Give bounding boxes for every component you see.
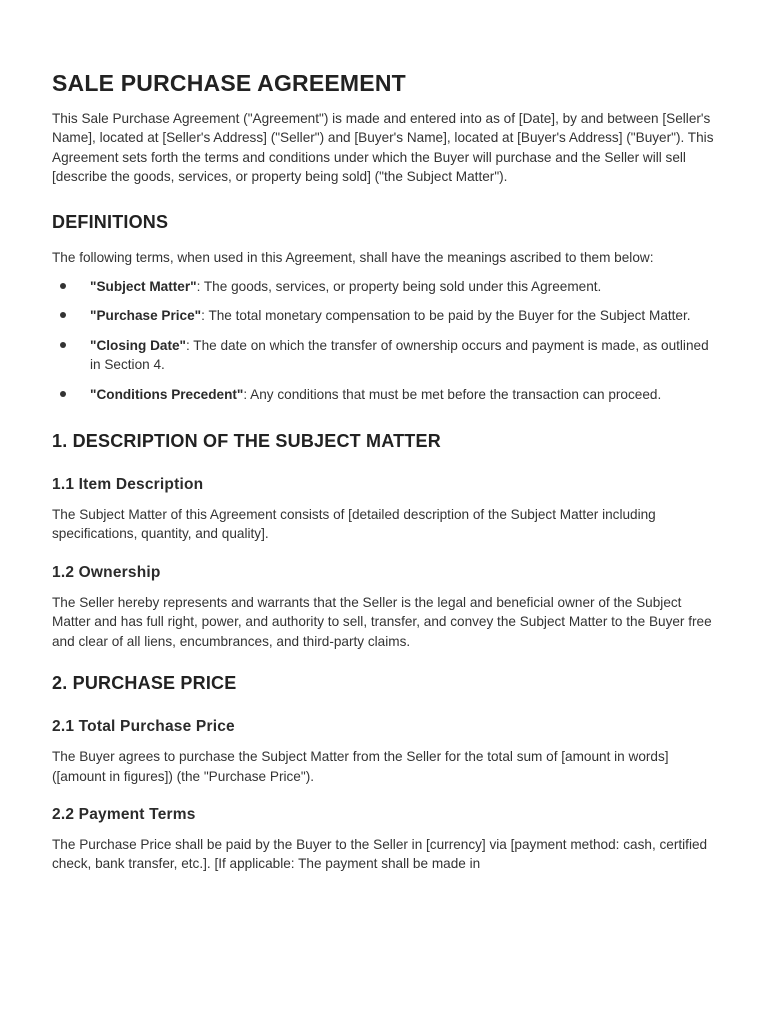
definition-item-subject-matter <box>52 277 722 296</box>
definitions-heading: DEFINITIONS <box>52 211 169 232</box>
subsection-1-2-text: The Seller hereby represents and warrants that the Seller is the legal and beneficial owner of the Subject Matter and has full right, power, and authority to sell, transfer, and convey the Subject Matter to the Buyer free and clear of all liens, encumbrances, and third-party claims. <box>52 594 712 649</box>
definitions-lead: The following terms, when used in this Agreement, shall have the meanings ascribed to them below: <box>52 249 654 265</box>
document-page <box>52 70 722 894</box>
section-2-heading: 2. PURCHASE PRICE <box>52 673 237 694</box>
subsection-2-1-heading: 2.1 Total Purchase Price <box>52 718 235 736</box>
intro-paragraph: This Sale Purchase Agreement ("Agreement") is made and entered into as of [Date], by and between [Seller's Name], located at [Seller's Address] ("Seller") and [Buyer's Name], located at [Buyer's Address] ("Buyer"). This Agreement sets forth the terms and conditions under which the Buyer will purchase and the Seller will sell [describe the goods, services, or property being sold] ("the Subject Matter"). <box>52 111 714 185</box>
definition-item-conditions-precedent <box>52 385 722 404</box>
subsection-2-1-text: The Buyer agrees to purchase the Subject Matter from the Seller for the total sum of [amount in words] ([amount in figures]) (the "Purchase Price"). <box>52 749 669 784</box>
subsection-1-2-heading: 1.2 Ownership <box>52 563 161 581</box>
subsection-1-1-heading: 1.1 Item Description <box>52 476 204 494</box>
subsection-1-1-text: The Subject Matter of this Agreement consists of [detailed description of the Subject Matter including specifications, quantity, and quality]. <box>52 507 656 542</box>
definition-text: : Any conditions that must be met before the transaction can proceed. <box>243 386 662 402</box>
bullet-icon <box>60 283 66 289</box>
definition-text: : The total monetary compensation to be paid by the Buyer for the Subject Matter. <box>201 308 691 324</box>
definition-text: : The goods, services, or property being sold under this Agreement. <box>196 279 602 295</box>
definition-term: "Conditions Precedent" <box>90 386 244 402</box>
definitions-list <box>52 277 722 404</box>
definition-text: : The date on which the transfer of ownership occurs and payment is made, as outlined in Section 4. <box>90 337 709 373</box>
section-1-heading: 1. DESCRIPTION OF THE SUBJECT MATTER <box>52 431 441 452</box>
bullet-icon <box>60 391 66 397</box>
definition-item-purchase-price <box>52 306 722 325</box>
definition-term: "Subject Matter" <box>90 279 197 295</box>
definition-term: "Closing Date" <box>90 337 186 353</box>
bullet-icon <box>60 342 66 348</box>
bullet-icon <box>60 312 66 318</box>
subsection-2-2-text: The Purchase Price shall be paid by the Buyer to the Seller in [currency] via [payment method: cash, certified check, bank transfer, etc.]. [If applicable: The payment shall be made in <box>52 836 708 872</box>
definition-item-closing-date <box>52 336 722 375</box>
subsection-2-2-heading: 2.2 Payment Terms <box>52 805 196 823</box>
definition-term: "Purchase Price" <box>90 308 202 324</box>
document-title: SALE PURCHASE AGREEMENT <box>52 70 406 96</box>
